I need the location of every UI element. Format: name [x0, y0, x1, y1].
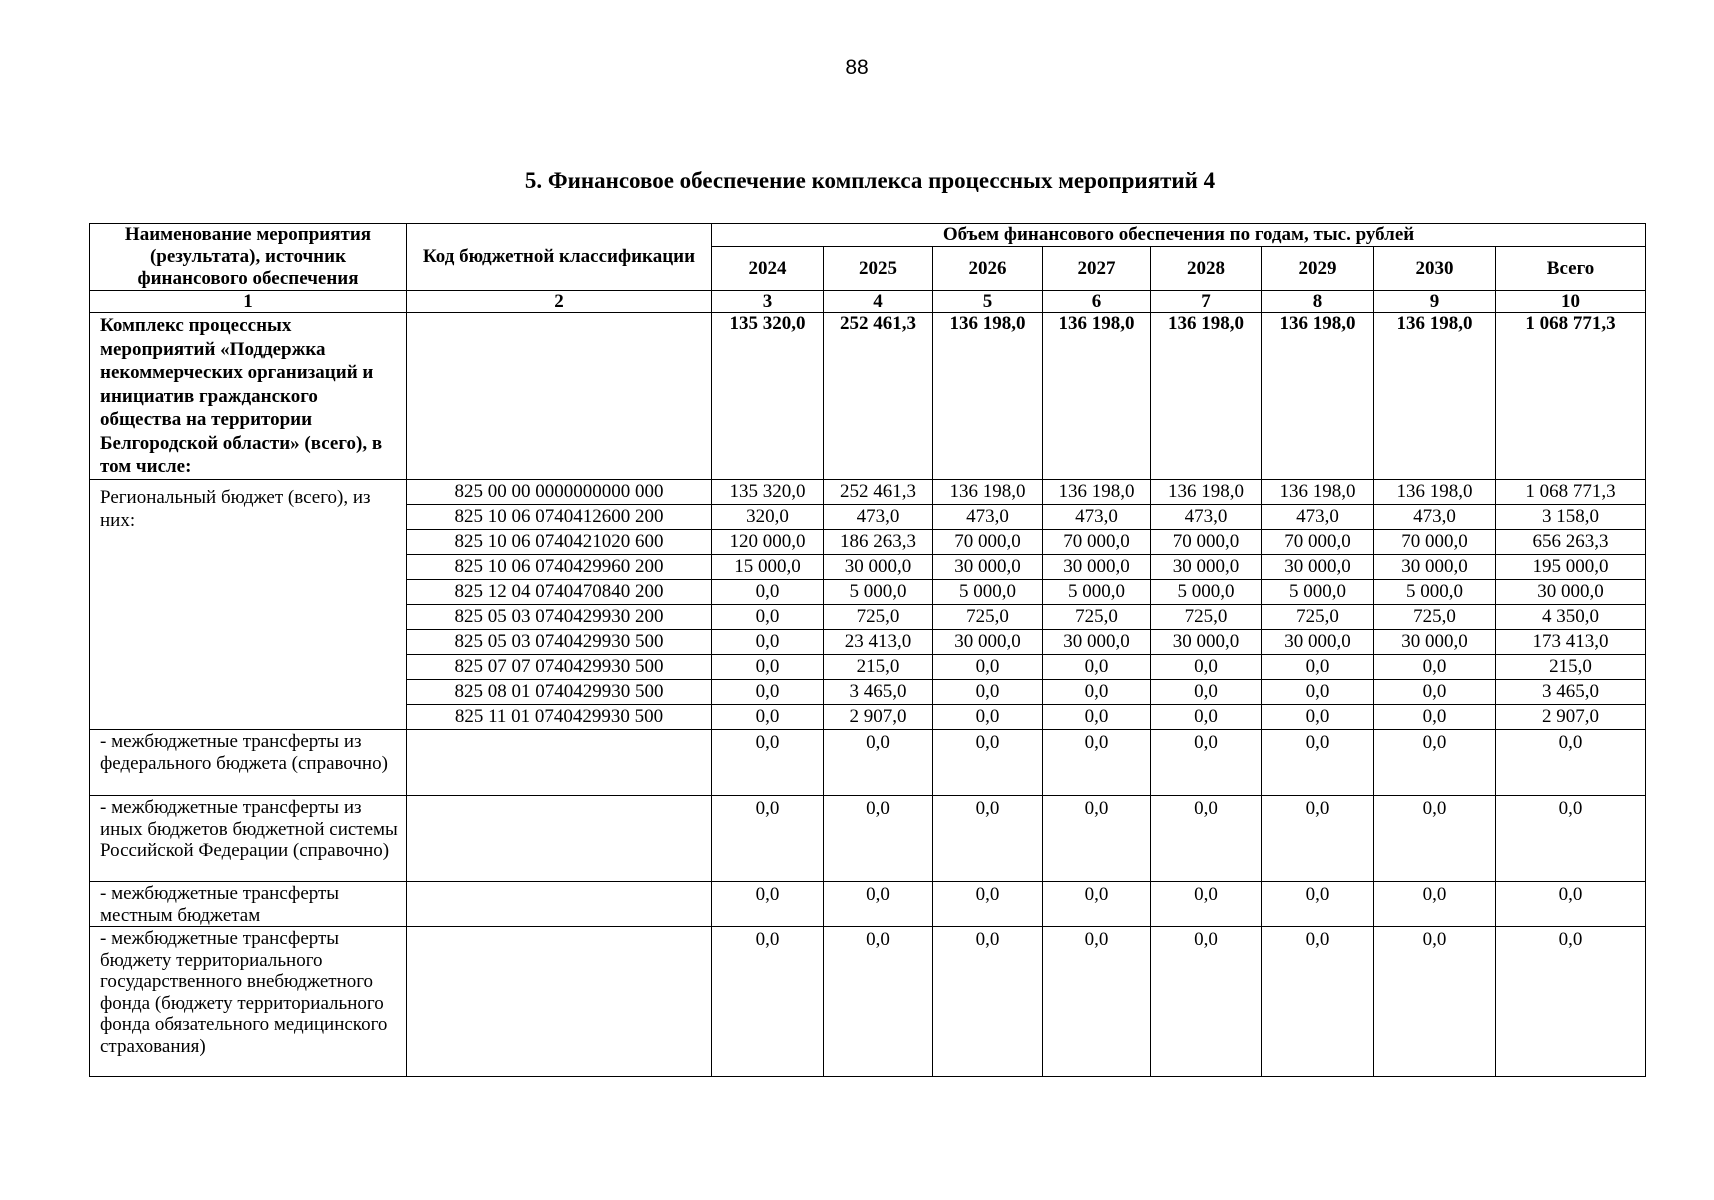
value-cell: 70 000,0: [933, 530, 1043, 555]
regional-budget-name: Региональный бюджет (всего), из них:: [90, 480, 407, 730]
budget-code: [407, 730, 712, 796]
value-cell: 0,0: [1374, 796, 1496, 882]
value-cell: 30 000,0: [1262, 555, 1374, 580]
budget-code: 825 00 00 0000000000 000: [407, 480, 712, 505]
header-year: 2028: [1151, 247, 1262, 291]
column-index: 7: [1151, 291, 1262, 313]
total-cell: 656 263,3: [1496, 530, 1646, 555]
value-cell: 473,0: [933, 505, 1043, 530]
financing-table: [89, 223, 1646, 1077]
column-index: 10: [1496, 291, 1646, 313]
value-cell: 0,0: [1151, 655, 1262, 680]
value-cell: 5 000,0: [1043, 580, 1151, 605]
value-cell: 0,0: [933, 927, 1043, 1077]
budget-code: [407, 796, 712, 882]
column-index: 9: [1374, 291, 1496, 313]
value-cell: 70 000,0: [1374, 530, 1496, 555]
value-cell: 135 320,0: [712, 480, 824, 505]
total-cell: 1 068 771,3: [1496, 480, 1646, 505]
header-year: 2026: [933, 247, 1043, 291]
value-cell: 0,0: [1151, 680, 1262, 705]
value-cell: 0,0: [1043, 655, 1151, 680]
value-cell: 252 461,3: [824, 480, 933, 505]
value-cell: 725,0: [1151, 605, 1262, 630]
total-cell: 0,0: [1496, 730, 1646, 796]
transfer-name: - межбюджетные трансферты из иных бюджетов бюджетной системы Российской Федерации (справочно): [90, 796, 407, 882]
value-cell: 725,0: [933, 605, 1043, 630]
header-volume: Объем финансового обеспечения по годам, тыс. рублей: [712, 224, 1646, 247]
total-cell: 0,0: [1496, 882, 1646, 927]
value-cell: 0,0: [1043, 927, 1151, 1077]
transfer-name: - межбюджетные трансферты из федерального бюджета (справочно): [90, 730, 407, 796]
value-cell: 5 000,0: [933, 580, 1043, 605]
value-cell: 120 000,0: [712, 530, 824, 555]
value-cell: 0,0: [1262, 655, 1374, 680]
budget-code: [407, 927, 712, 1077]
value-cell: 0,0: [712, 927, 824, 1077]
budget-code: 825 07 07 0740429930 500: [407, 655, 712, 680]
value-cell: 70 000,0: [1151, 530, 1262, 555]
value-cell: 0,0: [1262, 882, 1374, 927]
value-cell: 30 000,0: [1374, 630, 1496, 655]
value-cell: 136 198,0: [1262, 313, 1374, 480]
value-cell: 23 413,0: [824, 630, 933, 655]
value-cell: 0,0: [712, 655, 824, 680]
value-cell: 320,0: [712, 505, 824, 530]
value-cell: 0,0: [933, 705, 1043, 730]
value-cell: 0,0: [824, 796, 933, 882]
value-cell: 186 263,3: [824, 530, 933, 555]
page-number: 88: [845, 56, 869, 79]
value-cell: 136 198,0: [933, 480, 1043, 505]
total-cell: 0,0: [1496, 796, 1646, 882]
total-cell: 4 350,0: [1496, 605, 1646, 630]
value-cell: 30 000,0: [1151, 630, 1262, 655]
value-cell: 0,0: [1262, 705, 1374, 730]
column-index: 6: [1043, 291, 1151, 313]
total-cell: 30 000,0: [1496, 580, 1646, 605]
value-cell: 0,0: [712, 580, 824, 605]
transfer-name: - межбюджетные трансферты бюджету территориального государственного внебюджетного фонда (бюджету территориального фонда обязательного медицинского страхования): [90, 927, 407, 1077]
value-cell: 136 198,0: [1262, 480, 1374, 505]
value-cell: 136 198,0: [1374, 313, 1496, 480]
value-cell: 0,0: [1262, 927, 1374, 1077]
value-cell: 725,0: [824, 605, 933, 630]
value-cell: 3 465,0: [824, 680, 933, 705]
value-cell: 252 461,3: [824, 313, 933, 480]
total-cell: 0,0: [1496, 927, 1646, 1077]
value-cell: 0,0: [824, 927, 933, 1077]
total-cell: 173 413,0: [1496, 630, 1646, 655]
value-cell: 30 000,0: [933, 555, 1043, 580]
value-cell: 0,0: [1151, 796, 1262, 882]
value-cell: 0,0: [933, 796, 1043, 882]
value-cell: 0,0: [712, 730, 824, 796]
value-cell: 0,0: [712, 630, 824, 655]
header-total: Всего: [1496, 247, 1646, 291]
complex-row: [90, 313, 1646, 480]
value-cell: 0,0: [933, 730, 1043, 796]
value-cell: 0,0: [824, 882, 933, 927]
value-cell: 0,0: [1374, 927, 1496, 1077]
value-cell: 30 000,0: [1043, 630, 1151, 655]
header-year: 2030: [1374, 247, 1496, 291]
total-cell: 215,0: [1496, 655, 1646, 680]
header-year: 2029: [1262, 247, 1374, 291]
budget-code: 825 08 01 0740429930 500: [407, 680, 712, 705]
budget-code: 825 10 06 0740412600 200: [407, 505, 712, 530]
value-cell: 0,0: [1043, 882, 1151, 927]
value-cell: 0,0: [1374, 655, 1496, 680]
complex-code: [407, 313, 712, 480]
section-title: 5. Финансовое обеспечение комплекса процессных мероприятий 4: [524, 168, 1216, 193]
value-cell: 0,0: [1043, 730, 1151, 796]
total-cell: 195 000,0: [1496, 555, 1646, 580]
value-cell: 0,0: [712, 680, 824, 705]
value-cell: 0,0: [1043, 796, 1151, 882]
value-cell: 30 000,0: [824, 555, 933, 580]
total-cell: 2 907,0: [1496, 705, 1646, 730]
budget-code: 825 11 01 0740429930 500: [407, 705, 712, 730]
value-cell: 30 000,0: [1151, 555, 1262, 580]
value-cell: 473,0: [1262, 505, 1374, 530]
value-cell: 0,0: [933, 882, 1043, 927]
value-cell: 473,0: [1043, 505, 1151, 530]
value-cell: 0,0: [1262, 680, 1374, 705]
value-cell: 135 320,0: [712, 313, 824, 480]
value-cell: 0,0: [1374, 680, 1496, 705]
column-index: 4: [824, 291, 933, 313]
total-cell: 3 158,0: [1496, 505, 1646, 530]
value-cell: 725,0: [1262, 605, 1374, 630]
header-code: Код бюджетной классификации: [407, 224, 712, 291]
value-cell: 215,0: [824, 655, 933, 680]
column-index: 5: [933, 291, 1043, 313]
value-cell: 70 000,0: [1043, 530, 1151, 555]
value-cell: 0,0: [1374, 705, 1496, 730]
value-cell: 70 000,0: [1262, 530, 1374, 555]
value-cell: 0,0: [1151, 730, 1262, 796]
value-cell: 30 000,0: [1262, 630, 1374, 655]
value-cell: 136 198,0: [933, 313, 1043, 480]
value-cell: 0,0: [712, 796, 824, 882]
header-year: 2025: [824, 247, 933, 291]
value-cell: 0,0: [1262, 730, 1374, 796]
column-index: 3: [712, 291, 824, 313]
value-cell: 473,0: [1374, 505, 1496, 530]
value-cell: 0,0: [712, 605, 824, 630]
value-cell: 725,0: [1374, 605, 1496, 630]
header-year: 2027: [1043, 247, 1151, 291]
value-cell: 0,0: [1043, 705, 1151, 730]
value-cell: 0,0: [933, 655, 1043, 680]
transfer-name: - межбюджетные трансферты местным бюджетам: [90, 882, 407, 927]
transfer-row: [90, 796, 1646, 882]
value-cell: 2 907,0: [824, 705, 933, 730]
value-cell: 473,0: [1151, 505, 1262, 530]
column-index: 2: [407, 291, 712, 313]
budget-code: 825 05 03 0740429930 500: [407, 630, 712, 655]
header-year: 2024: [712, 247, 824, 291]
transfer-row: [90, 730, 1646, 796]
value-cell: 0,0: [1151, 705, 1262, 730]
column-index-row: [90, 291, 1646, 313]
value-cell: 0,0: [1262, 796, 1374, 882]
value-cell: 136 198,0: [1151, 313, 1262, 480]
budget-code: 825 10 06 0740429960 200: [407, 555, 712, 580]
budget-code: 825 12 04 0740470840 200: [407, 580, 712, 605]
budget-code: [407, 882, 712, 927]
table-row: [90, 480, 1646, 505]
value-cell: 0,0: [1043, 680, 1151, 705]
value-cell: 5 000,0: [1151, 580, 1262, 605]
value-cell: 136 198,0: [1043, 480, 1151, 505]
value-cell: 30 000,0: [1374, 555, 1496, 580]
total-cell: 1 068 771,3: [1496, 313, 1646, 480]
transfer-row: [90, 927, 1646, 1077]
value-cell: 136 198,0: [1374, 480, 1496, 505]
value-cell: 0,0: [712, 705, 824, 730]
value-cell: 0,0: [1151, 927, 1262, 1077]
value-cell: 0,0: [933, 680, 1043, 705]
value-cell: 0,0: [1374, 882, 1496, 927]
value-cell: 30 000,0: [1043, 555, 1151, 580]
column-index: 1: [90, 291, 407, 313]
value-cell: 473,0: [824, 505, 933, 530]
header-name: Наименование мероприятия (результата), источник финансового обеспечения: [90, 224, 407, 291]
complex-name: Комплекс процессных мероприятий «Поддержка некоммерческих организаций и инициатив гражданского общества на территории Белгородской области» (всего), в том числе:: [90, 313, 407, 480]
value-cell: 0,0: [712, 882, 824, 927]
value-cell: 0,0: [824, 730, 933, 796]
value-cell: 5 000,0: [1374, 580, 1496, 605]
value-cell: 5 000,0: [1262, 580, 1374, 605]
column-index: 8: [1262, 291, 1374, 313]
transfer-row: [90, 882, 1646, 927]
value-cell: 15 000,0: [712, 555, 824, 580]
value-cell: 725,0: [1043, 605, 1151, 630]
value-cell: 136 198,0: [1151, 480, 1262, 505]
value-cell: 5 000,0: [824, 580, 933, 605]
value-cell: 136 198,0: [1043, 313, 1151, 480]
budget-code: 825 05 03 0740429930 200: [407, 605, 712, 630]
value-cell: 30 000,0: [933, 630, 1043, 655]
value-cell: 0,0: [1374, 730, 1496, 796]
budget-code: 825 10 06 0740421020 600: [407, 530, 712, 555]
value-cell: 0,0: [1151, 882, 1262, 927]
total-cell: 3 465,0: [1496, 680, 1646, 705]
